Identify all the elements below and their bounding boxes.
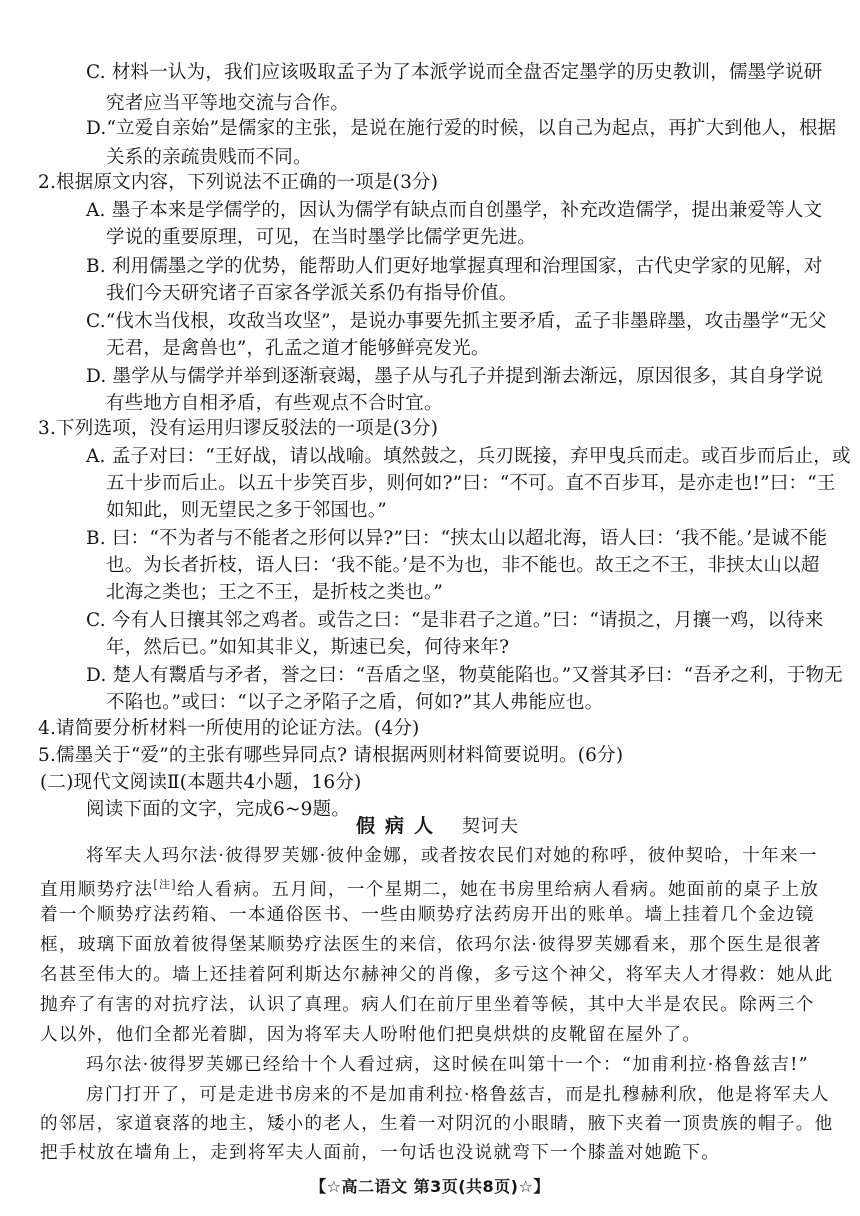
story-p3-line2: 的邻居，家道衰落的地主，矮小的老人，生着一对阴沉的小眼睛，腋下夹着一顶贵族的帽子。他 [40,1114,834,1134]
q3-option-c-line1: C. 今有人日攘其邻之鸡者。或告之曰：“是非君子之道。”曰：“请损之，月攘一鸡，以待来 [86,610,824,631]
q2-option-d-line1: D. 墨学从与儒学并举到逐渐衰竭，墨子从与孔子并提到渐去渐远，原因很多，其自身学说 [86,366,824,387]
q3-option-d-line2: 不陷也。”或曰：“以子之矛陷子之盾，何如?”其人弗能应也。 [106,692,604,713]
story-p2: 玛尔法·彼得罗芙娜已经给十个人看过病，这时候在叫第十一个：“加甫利拉·格鲁兹吉!” [86,1055,809,1075]
q3-option-c-line2: 年，然后已。”如知其非义，斯速已矣，何待来年? [106,637,510,658]
story-p1-line6: 抛弃了有害的对抗疗法，认识了真理。病人们在前厅里坐着等候，其中大半是农民。除两三个 [40,995,815,1015]
q2-option-c-line2: 无君，是禽兽也”，孔孟之道才能够鲜亮发光。 [106,338,490,359]
q2-option-d-line2: 有些地方自相矛盾，有些观点不合时宜。 [106,393,443,414]
q3-option-b-line2: 也。为长者折枝，语人曰：‘我不能。’是不为也，非不能也。故王之不王，非挟太山以超 [106,555,820,576]
q2-stem: 2.根据原文内容，下列说法不正确的一项是(3分) [38,172,439,193]
section-heading: (二)现代文阅读Ⅱ(本题共4小题，16分) [40,772,362,793]
story-p1-line2 [40,872,819,903]
q1-option-c-line2: 究者应当平等地交流与合作。 [106,93,350,114]
q3-stem: 3.下列选项，没有运用归谬反驳法的一项是(3分) [38,418,439,439]
story-title: 假病人 [356,815,444,837]
q3-option-b-line1: B. 曰：“不为者与不能者之形何以异?”曰：“挟太山以超北海，语人曰：‘我不能。’是诚不能 [86,528,828,549]
q1-option-d-line2: 关系的亲疏贵贱而不同。 [106,147,312,168]
story-p3-line1: 房门打开了，可是走进书房来的不是加甫利拉·格鲁兹吉，而是扎穆赫利欣，他是将军夫人 [86,1085,830,1105]
footnote-marker: [注] [153,878,177,891]
q4-stem: 4.请简要分析材料一所使用的论证方法。(4分) [38,718,420,739]
q2-option-c-line1: C.“伐木当伐根，攻敌当攻坚”，是说办事要先抓主要矛盾，孟子非墨辟墨，攻击墨学“无父 [86,311,827,332]
story-p1-line2-end: 给人看病。五月间，一个星期二，她在书房里给病人看病。她面前的桌子上放 [176,880,820,900]
story-p1-line7: 人以外，他们全都光着脚，因为将军夫人吩咐他们把臭烘烘的皮靴留在屋外了。 [40,1025,702,1045]
q2-option-b-line2: 我们今天研究诸子百家各学派关系仍有指导价值。 [106,283,518,304]
q2-option-a-line2: 学说的重要原理，可见，在当时墨学比儒学更先进。 [106,227,537,248]
story-p1-line3: 着一个顺势疗法药箱、一本通俗医书、一些由顺势疗法药房开出的账单。墙上挂着几个金边镜 [40,905,815,925]
q2-option-a-line1: A. 墨子本来是学儒学的，因认为儒学有缺点而自创墨学，补充改造儒学，提出兼爱等人文 [86,200,823,221]
q3-option-a-line3: 如知此，则无望民之多于邻国也。” [106,500,387,521]
q2-option-b-line1: B. 利用儒墨之学的优势，能帮助人们更好地掌握真理和治理国家，古代史学家的见解，对 [86,256,823,277]
q1-option-d-line1: D.“立爱自亲始”是儒家的主张，是说在施行爱的时候，以自己为起点，再扩大到他人，根据 [86,118,837,139]
story-author: 契诃夫 [462,816,519,837]
q1-option-c-line1: C. 材料一认为，我们应该吸取孟子为了本派学说而全盘否定墨学的历史教训，儒墨学说研 [86,62,823,83]
q5-stem: 5.儒墨关于“爱”的主张有哪些异同点? 请根据两则材料简要说明。(6分) [38,745,624,766]
story-p1-line4: 框，玻璃下面放着彼得堡某顺势疗法医生的来信，依玛尔法·彼得罗芙娜看来，那个医生是很著 [40,935,822,955]
q3-option-d-line1: D. 楚人有鬻盾与矛者，誉之曰：“吾盾之坚，物莫能陷也。”又誉其矛曰：“吾矛之利，于物无 [86,665,843,686]
story-p1-line2-start: 直用顺势疗法 [40,880,154,900]
q3-option-a-line1: A. 孟子对曰：“王好战，请以战喻。填然鼓之，兵刃既接，弃甲曳兵而走。或百步而后止，或 [86,446,851,467]
reading-instruction: 阅读下面的文字，完成6~9题。 [86,799,351,820]
page-footer: 【☆高二语文 第3页(共8页)☆】 [310,1177,550,1196]
story-p1-line5: 名甚至伟大的。墙上还挂着阿利斯达尔赫神父的肖像，多亏这个神父，将军夫人才得救：她从此 [40,965,834,985]
q3-option-a-line2: 五十步而后止。以五十步笑百步，则何如?”曰：“不可。直不百步耳，是亦走也!”曰：“王 [106,473,836,494]
q3-option-b-line3: 北海之类也；王之不王，是折枝之类也。” [106,582,444,603]
story-p1-line1: 将军夫人玛尔法·彼得罗芙娜·彼仲金娜，或者按农民们对她的称呼，彼仲契哈，十年来一 [86,846,818,866]
story-p3-line3: 把手杖放在墙角上，走到将军夫人面前，一句话也没说就弯下一个膝盖对她跪下。 [40,1143,721,1163]
